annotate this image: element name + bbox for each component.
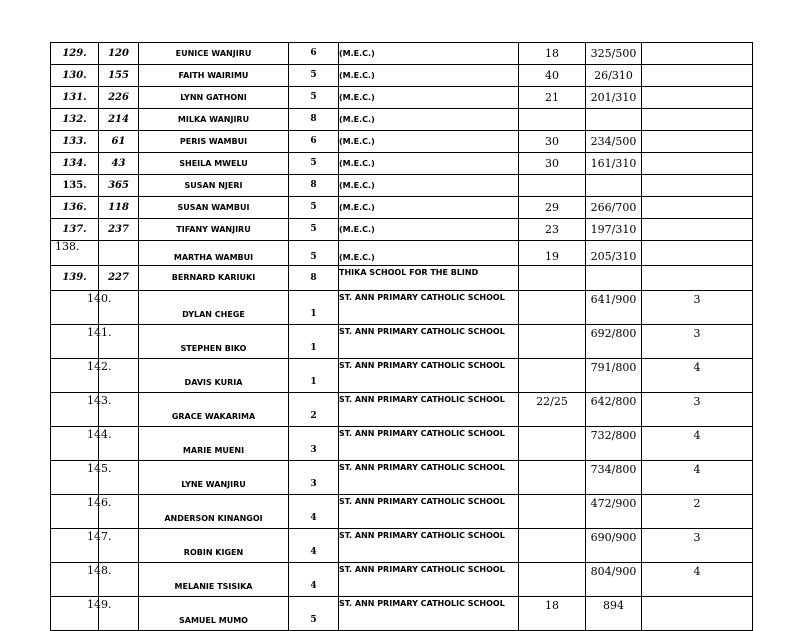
grade-cell: 4 bbox=[642, 563, 753, 597]
student-name: GRACE WAKARIMA bbox=[139, 393, 289, 427]
class-level: 1 bbox=[289, 359, 339, 393]
row-number: 148. bbox=[51, 563, 99, 597]
row-number: 139. bbox=[51, 266, 99, 291]
student-id: 120 bbox=[99, 43, 139, 65]
school-name: (M.E.C.) bbox=[339, 153, 519, 175]
table-row bbox=[51, 87, 753, 109]
row-number: 147. bbox=[51, 529, 99, 563]
score-cell: 40 bbox=[519, 65, 586, 87]
row-number: 144. bbox=[51, 427, 99, 461]
grade-cell bbox=[642, 219, 753, 241]
table-row bbox=[51, 109, 753, 131]
student-name: FAITH WAIRIMU bbox=[139, 65, 289, 87]
row-number: 138. bbox=[51, 241, 99, 266]
student-id: 214 bbox=[99, 109, 139, 131]
row-number: 140. bbox=[51, 291, 99, 325]
student-name: MARIE MUENI bbox=[139, 427, 289, 461]
grade-cell: 4 bbox=[642, 427, 753, 461]
student-name: EUNICE WANJIRU bbox=[139, 43, 289, 65]
school-name: ST. ANN PRIMARY CATHOLIC SCHOOL bbox=[339, 461, 519, 495]
class-level: 4 bbox=[289, 495, 339, 529]
marks-cell: 197/310 bbox=[586, 219, 642, 241]
score-cell bbox=[519, 461, 586, 495]
class-level: 1 bbox=[289, 325, 339, 359]
score-cell bbox=[519, 427, 586, 461]
row-number: 149. bbox=[51, 597, 99, 631]
student-table bbox=[50, 42, 753, 631]
row-number: 141. bbox=[51, 325, 99, 359]
school-name: ST. ANN PRIMARY CATHOLIC SCHOOL bbox=[339, 291, 519, 325]
marks-cell: 641/900 bbox=[586, 291, 642, 325]
student-id: 43 bbox=[99, 153, 139, 175]
school-name: (M.E.C.) bbox=[339, 43, 519, 65]
student-name: SHEILA MWELU bbox=[139, 153, 289, 175]
score-cell: 23 bbox=[519, 219, 586, 241]
row-number: 136. bbox=[51, 197, 99, 219]
marks-cell: 692/800 bbox=[586, 325, 642, 359]
table-row bbox=[51, 219, 753, 241]
marks-cell: 894 bbox=[586, 597, 642, 631]
class-level: 2 bbox=[289, 393, 339, 427]
student-id: 237 bbox=[99, 219, 139, 241]
class-level: 5 bbox=[289, 597, 339, 631]
marks-cell: 325/500 bbox=[586, 43, 642, 65]
row-number: 142. bbox=[51, 359, 99, 393]
student-name: TIFANY WANJIRU bbox=[139, 219, 289, 241]
marks-cell: 201/310 bbox=[586, 87, 642, 109]
row-number: 135. bbox=[51, 175, 99, 197]
table-row bbox=[51, 495, 753, 529]
score-cell bbox=[519, 495, 586, 529]
marks-cell: 690/900 bbox=[586, 529, 642, 563]
student-id: 61 bbox=[99, 131, 139, 153]
row-number: 146. bbox=[51, 495, 99, 529]
student-id: 118 bbox=[99, 197, 139, 219]
school-name: ST. ANN PRIMARY CATHOLIC SCHOOL bbox=[339, 359, 519, 393]
student-name: PERIS WAMBUI bbox=[139, 131, 289, 153]
class-level: 4 bbox=[289, 529, 339, 563]
row-number: 129. bbox=[51, 43, 99, 65]
grade-cell bbox=[642, 153, 753, 175]
student-name: ROBIN KIGEN bbox=[139, 529, 289, 563]
row-number: 143. bbox=[51, 393, 99, 427]
student-name: LYNN GATHONI bbox=[139, 87, 289, 109]
score-cell: 21 bbox=[519, 87, 586, 109]
grade-cell bbox=[642, 131, 753, 153]
marks-cell: 266/700 bbox=[586, 197, 642, 219]
school-name: (M.E.C.) bbox=[339, 197, 519, 219]
score-cell: 29 bbox=[519, 197, 586, 219]
school-name: ST. ANN PRIMARY CATHOLIC SCHOOL bbox=[339, 495, 519, 529]
row-number: 133. bbox=[51, 131, 99, 153]
marks-cell: 161/310 bbox=[586, 153, 642, 175]
table-row bbox=[51, 175, 753, 197]
grade-cell bbox=[642, 43, 753, 65]
marks-cell: 804/900 bbox=[586, 563, 642, 597]
class-level: 8 bbox=[289, 266, 339, 291]
table-row bbox=[51, 597, 753, 631]
score-cell: 19 bbox=[519, 241, 586, 266]
student-name: MELANIE TSISIKA bbox=[139, 563, 289, 597]
grade-cell bbox=[642, 65, 753, 87]
score-cell: 22/25 bbox=[519, 393, 586, 427]
grade-cell bbox=[642, 597, 753, 631]
score-cell bbox=[519, 529, 586, 563]
table-row bbox=[51, 131, 753, 153]
class-level: 5 bbox=[289, 219, 339, 241]
marks-cell bbox=[586, 175, 642, 197]
marks-cell: 205/310 bbox=[586, 241, 642, 266]
class-level: 4 bbox=[289, 563, 339, 597]
marks-cell: 791/800 bbox=[586, 359, 642, 393]
marks-cell: 234/500 bbox=[586, 131, 642, 153]
school-name: ST. ANN PRIMARY CATHOLIC SCHOOL bbox=[339, 427, 519, 461]
table-row bbox=[51, 153, 753, 175]
marks-cell: 472/900 bbox=[586, 495, 642, 529]
marks-cell: 642/800 bbox=[586, 393, 642, 427]
marks-cell: 732/800 bbox=[586, 427, 642, 461]
table-row bbox=[51, 197, 753, 219]
class-level: 5 bbox=[289, 153, 339, 175]
student-name: STEPHEN BIKO bbox=[139, 325, 289, 359]
grade-cell bbox=[642, 241, 753, 266]
student-id: 226 bbox=[99, 87, 139, 109]
class-level: 5 bbox=[289, 65, 339, 87]
student-name: LYNE WANJIRU bbox=[139, 461, 289, 495]
student-id bbox=[99, 241, 139, 266]
school-name: (M.E.C.) bbox=[339, 87, 519, 109]
school-name: (M.E.C.) bbox=[339, 241, 519, 266]
table-row bbox=[51, 241, 753, 266]
table-row bbox=[51, 461, 753, 495]
student-name: DYLAN CHEGE bbox=[139, 291, 289, 325]
class-level: 6 bbox=[289, 131, 339, 153]
table-row bbox=[51, 393, 753, 427]
school-name: THIKA SCHOOL FOR THE BLIND bbox=[339, 266, 519, 291]
school-name: (M.E.C.) bbox=[339, 131, 519, 153]
grade-cell: 3 bbox=[642, 393, 753, 427]
grade-cell: 3 bbox=[642, 529, 753, 563]
score-cell bbox=[519, 291, 586, 325]
class-level: 3 bbox=[289, 427, 339, 461]
school-name: ST. ANN PRIMARY CATHOLIC SCHOOL bbox=[339, 597, 519, 631]
table-row bbox=[51, 43, 753, 65]
grade-cell bbox=[642, 266, 753, 291]
student-name: ANDERSON KINANGOI bbox=[139, 495, 289, 529]
table-row bbox=[51, 563, 753, 597]
school-name: (M.E.C.) bbox=[339, 109, 519, 131]
class-level: 5 bbox=[289, 241, 339, 266]
score-cell: 18 bbox=[519, 597, 586, 631]
student-id: 365 bbox=[99, 175, 139, 197]
score-cell bbox=[519, 325, 586, 359]
grade-cell: 4 bbox=[642, 461, 753, 495]
school-name: (M.E.C.) bbox=[339, 219, 519, 241]
student-name: SAMUEL MUMO bbox=[139, 597, 289, 631]
table-row bbox=[51, 291, 753, 325]
table-row bbox=[51, 325, 753, 359]
school-name: ST. ANN PRIMARY CATHOLIC SCHOOL bbox=[339, 563, 519, 597]
grade-cell bbox=[642, 109, 753, 131]
score-cell bbox=[519, 109, 586, 131]
marks-cell bbox=[586, 109, 642, 131]
student-name: MILKA WANJIRU bbox=[139, 109, 289, 131]
class-level: 3 bbox=[289, 461, 339, 495]
row-number: 145. bbox=[51, 461, 99, 495]
table-row bbox=[51, 266, 753, 291]
grade-cell: 2 bbox=[642, 495, 753, 529]
student-name: BERNARD KARIUKI bbox=[139, 266, 289, 291]
score-cell bbox=[519, 266, 586, 291]
grade-cell: 3 bbox=[642, 325, 753, 359]
grade-cell: 4 bbox=[642, 359, 753, 393]
marks-cell bbox=[586, 266, 642, 291]
student-id: 227 bbox=[99, 266, 139, 291]
score-cell bbox=[519, 359, 586, 393]
table-row bbox=[51, 427, 753, 461]
class-level: 8 bbox=[289, 109, 339, 131]
score-cell bbox=[519, 175, 586, 197]
table-row bbox=[51, 529, 753, 563]
grade-cell bbox=[642, 175, 753, 197]
marks-cell: 26/310 bbox=[586, 65, 642, 87]
school-name: (M.E.C.) bbox=[339, 65, 519, 87]
student-id: 155 bbox=[99, 65, 139, 87]
table-row bbox=[51, 65, 753, 87]
school-name: ST. ANN PRIMARY CATHOLIC SCHOOL bbox=[339, 325, 519, 359]
class-level: 8 bbox=[289, 175, 339, 197]
row-number: 137. bbox=[51, 219, 99, 241]
student-name: DAVIS KURIA bbox=[139, 359, 289, 393]
row-number: 131. bbox=[51, 87, 99, 109]
table-row bbox=[51, 359, 753, 393]
score-cell: 30 bbox=[519, 131, 586, 153]
class-level: 5 bbox=[289, 87, 339, 109]
score-cell bbox=[519, 563, 586, 597]
grade-cell: 3 bbox=[642, 291, 753, 325]
score-cell: 30 bbox=[519, 153, 586, 175]
student-name: SUSAN NJERI bbox=[139, 175, 289, 197]
class-level: 6 bbox=[289, 43, 339, 65]
grade-cell bbox=[642, 87, 753, 109]
row-number: 134. bbox=[51, 153, 99, 175]
class-level: 5 bbox=[289, 197, 339, 219]
class-level: 1 bbox=[289, 291, 339, 325]
student-name: SUSAN WAMBUI bbox=[139, 197, 289, 219]
grade-cell bbox=[642, 197, 753, 219]
score-cell: 18 bbox=[519, 43, 586, 65]
marks-cell: 734/800 bbox=[586, 461, 642, 495]
school-name: ST. ANN PRIMARY CATHOLIC SCHOOL bbox=[339, 393, 519, 427]
student-name: MARTHA WAMBUI bbox=[139, 241, 289, 266]
school-name: ST. ANN PRIMARY CATHOLIC SCHOOL bbox=[339, 529, 519, 563]
row-number: 132. bbox=[51, 109, 99, 131]
school-name: (M.E.C.) bbox=[339, 175, 519, 197]
row-number: 130. bbox=[51, 65, 99, 87]
